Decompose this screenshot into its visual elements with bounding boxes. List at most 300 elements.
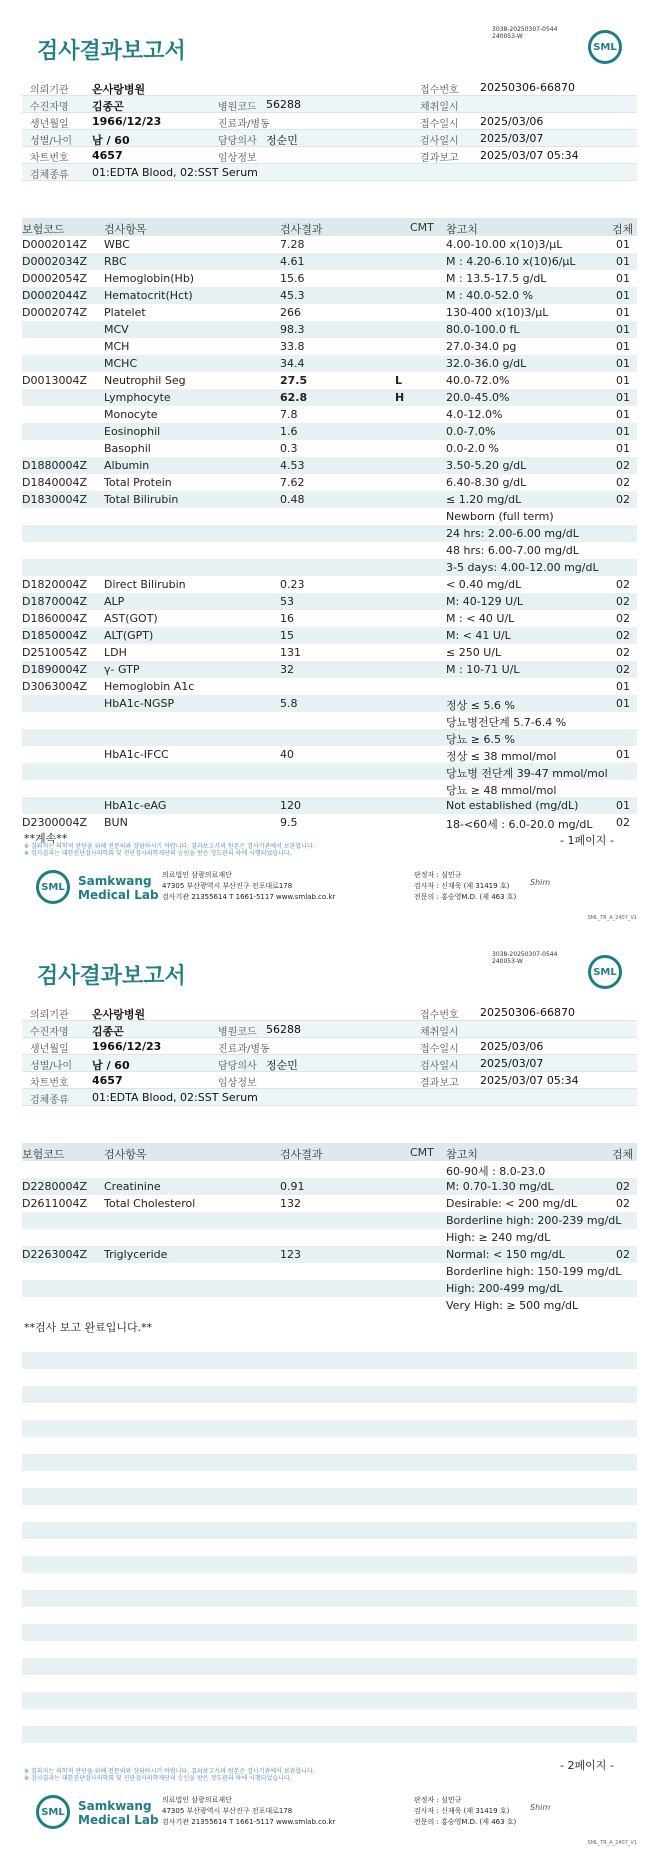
results-table-page2 [22,1161,637,1314]
header-cmt: CMT [410,221,434,234]
table-row [22,1178,637,1195]
cell-name: Hemoglobin(Hb) [104,272,195,285]
cell-name: Platelet [104,306,146,319]
cell-spec: 02 [616,476,630,489]
sex-age-value: 남 / 60 [92,1059,130,1072]
cell-result: 266 [280,306,301,319]
table-row [22,1212,637,1229]
report-complete-note: **검사 보고 완료입니다.** [24,1321,153,1334]
table-row [22,355,637,372]
info-row [22,79,637,96]
cell-spec: 02 [616,1180,630,1193]
cell-result: 123 [280,1248,301,1261]
table-row [22,661,637,678]
document-id-line2: 240053-W [492,958,523,965]
cell-ref: 3.50-5.20 g/dL [446,459,527,472]
document-id-line1: 3038-20250307-0544 [492,951,558,958]
info-row [22,1004,637,1021]
table-row [22,627,637,644]
footer-brand [78,1799,159,1827]
cell-code: D2300004Z [22,816,87,829]
receipt-date-label: 접수일시 [420,1044,459,1055]
cell-spec: 01 [616,408,630,421]
cell-ref: Not established (mg/dL) [446,799,579,812]
cell-spec: 01 [616,255,630,268]
empty-row [22,1437,637,1454]
specimen-label: 검체종류 [30,1095,69,1106]
cell-result: 4.61 [280,255,305,268]
empty-row [22,1590,637,1607]
table-row [22,593,637,610]
empty-row [22,1556,637,1573]
hospital-code-value: 56288 [266,98,301,111]
doctor-label: 담당의사 [218,1061,257,1072]
table-row [22,525,637,542]
cell-code: D1880004Z [22,459,87,472]
empty-table-rows [22,1335,637,1743]
table-row [22,780,637,797]
header-ref: 참고치 [446,223,478,236]
test-date-label: 검사일시 [420,136,459,147]
cell-spec: 01 [616,425,630,438]
cell-ref: 정상 ≤ 5.6 % [446,699,515,712]
footer-brand-line1: Samkwang [78,1799,152,1813]
info-row [22,113,637,130]
cell-name: Creatinine [104,1180,161,1193]
cell-ref: M : 4.20-6.10 x(10)6/μL [446,255,576,268]
chart-label: 차트번호 [30,1078,69,1089]
form-code: SML_TR_A_2407_V1 [587,915,637,921]
patient-info [22,79,637,181]
cell-result: 33.8 [280,340,305,353]
clinical-label: 임상정보 [218,153,257,164]
cell-code: D1890004Z [22,663,87,676]
patient-info [22,1004,637,1106]
cell-ref: M : 40.0-52.0 % [446,289,534,302]
cell-spec: 01 [616,272,630,285]
dept-label: 진료과/병동 [218,119,270,130]
footer-street: 47305 부산광역시 부산진구 전포대로178 [162,1807,293,1815]
signatory-tester: 검사자 : 신재욱 (제 31419 호) [414,882,510,890]
cell-spec: 01 [616,306,630,319]
cell-ref: 60-90세 : 8.0-23.0 [446,1165,546,1178]
table-row [22,542,637,559]
table-row [22,814,637,831]
table-row [22,644,637,661]
document-id-line1: 3038-20250307-0544 [492,26,558,33]
birth-label: 생년월일 [30,119,69,130]
report-date-label: 결과보고 [420,153,459,164]
cell-spec: 01 [616,697,630,710]
cell-code: D2263004Z [22,1248,87,1261]
cell-code: D0002044Z [22,289,87,302]
info-row [22,96,637,113]
cell-name: HbA1c-NGSP [104,697,175,710]
cell-code: D2611004Z [22,1197,87,1210]
institution-label: 의뢰기관 [30,1010,69,1021]
cell-name: Triglyceride [104,1248,168,1261]
sex-age-value: 남 / 60 [92,134,130,147]
footer-sml-logo: SML [36,870,70,904]
cell-spec: 02 [616,612,630,625]
table-row [22,338,637,355]
empty-row [22,1658,637,1675]
signatory-judge: 판정자 : 심민규 [414,1796,462,1804]
disclaimer-line1: ※ 결과지는 의학적 판단을 위해 전문의와 상담하시기 바랍니다. 결과보고서의 원본은 검사기관에서 보관합니다. [24,1768,315,1775]
cell-cmt: H [395,391,405,404]
table-row [22,508,637,525]
cell-ref: Very High: ≥ 500 mg/dL [446,1299,579,1312]
cell-ref: 18-<60세 : 6.0-20.0 mg/dL [446,818,593,831]
footer-contact: 검사기관 21355614 T 1661-5117 www.smlab.co.kr [162,893,336,901]
specimen-label: 검체종류 [30,170,69,181]
table-row [22,491,637,508]
footer-contact: 검사기관 21355614 T 1661-5117 www.smlab.co.kr [162,1818,336,1826]
cell-ref: 당뇨병전단계 5.7-6.4 % [446,716,567,729]
cell-name: AST(GOT) [104,612,158,625]
cell-name: ALT(GPT) [104,629,154,642]
cell-code: D1820004Z [22,578,87,591]
cell-spec: 01 [616,323,630,336]
empty-row [22,1522,637,1539]
cell-code: D2280004Z [22,1180,87,1193]
birth-value: 1966/12/23 [92,115,162,128]
header-result: 검사결과 [280,223,323,236]
cell-result: 0.91 [280,1180,305,1193]
disclaimer-line1: ※ 결과지는 의학적 판단을 위해 전문의와 상담하시기 바랍니다. 결과보고서의 원본은 검사기관에서 보관합니다. [24,843,315,850]
signatory-specialist: 전문의 : 홍승영M.D. (제 463 호) [414,1818,517,1826]
cell-result: 7.8 [280,408,298,421]
disclaimer-line2: ※ 검사결과는 대한진단검사의학회 및 진단검사의학재단의 승인을 받은 정도관리 하에 시행되었습니다. [24,850,292,857]
cell-result: 0.48 [280,493,305,506]
cell-ref: 40.0-72.0% [446,374,510,387]
cell-ref: Borderline high: 150-199 mg/dL [446,1265,622,1278]
cell-code: D2510054Z [22,646,87,659]
info-row [22,1055,637,1072]
cell-name: Monocyte [104,408,158,421]
cell-code: D1860004Z [22,612,87,625]
cell-ref: 0.0-7.0% [446,425,496,438]
cell-name: HbA1c-eAG [104,799,167,812]
cell-result: 131 [280,646,301,659]
chart-value: 4657 [92,149,123,162]
document-id-line2: 240053-W [492,33,523,40]
table-row [22,389,637,406]
empty-row [22,1692,637,1709]
cell-spec: 01 [616,799,630,812]
empty-row [22,1641,637,1658]
cell-ref: 32.0-36.0 g/dL [446,357,527,370]
empty-row [22,1420,637,1437]
report-date-value: 2025/03/07 05:34 [480,149,579,162]
continue-note: **계속** [24,832,68,845]
cell-spec: 02 [616,459,630,472]
doctor-label: 담당의사 [218,136,257,147]
cell-ref: ≤ 250 U/L [446,646,502,659]
sex-age-label: 성별/나이 [30,1061,73,1072]
footer-address [162,1795,335,1828]
cell-ref: 48 hrs: 6.00-7.00 mg/dL [446,544,579,557]
cell-spec: 01 [616,680,630,693]
cell-spec: 01 [616,391,630,404]
cell-result: 98.3 [280,323,305,336]
cell-name: Direct Bilirubin [104,578,186,591]
patient-label: 수진자명 [30,1027,69,1038]
disclaimer-line2: ※ 검사결과는 대한진단검사의학회 및 진단검사의학재단의 승인을 받은 정도관리 하에 시행되었습니다. [24,1775,292,1782]
footer-brand-line2: Medical Lab [78,888,159,902]
results-table-header [22,1143,637,1161]
form-code: SML_TR_A_2407_V1 [587,1840,637,1846]
cell-spec: 01 [616,442,630,455]
cell-ref: M: 0.70-1.30 mg/dL [446,1180,554,1193]
header-code: 보험코드 [22,223,65,236]
hospital-code-value: 56288 [266,1023,301,1036]
cell-result: 15 [280,629,294,642]
cell-ref: 당뇨 ≥ 48 mmol/mol [446,784,557,797]
receipt-no-label: 접수번호 [420,1010,459,1021]
cell-code: D0002034Z [22,255,87,268]
cell-spec: 02 [616,646,630,659]
cell-result: 9.5 [280,816,298,829]
empty-row [22,1369,637,1386]
footer-sml-logo: SML [36,1795,70,1829]
cell-spec: 02 [616,595,630,608]
cell-result: 27.5 [280,374,308,387]
cell-code: D0002074Z [22,306,87,319]
cell-spec: 01 [616,357,630,370]
cell-name: Hemoglobin A1c [104,680,195,693]
cell-result: 34.4 [280,357,305,370]
cell-code: D1830004Z [22,493,87,506]
receipt-date-value: 2025/03/06 [480,1040,544,1053]
handwritten-signature: Shim [530,878,551,887]
empty-row [22,1454,637,1471]
report-date-value: 2025/03/07 05:34 [480,1074,579,1087]
empty-row [22,1488,637,1505]
header-spec: 검체 [612,1148,634,1161]
cell-cmt: L [395,374,403,387]
cell-code: D0002054Z [22,272,87,285]
cell-name: Basophil [104,442,151,455]
table-row [22,1161,637,1178]
cell-spec: 02 [616,663,630,676]
table-row [22,1297,637,1314]
birth-value: 1966/12/23 [92,1040,162,1053]
receipt-no-value: 20250306-66870 [480,81,575,94]
receipt-date-value: 2025/03/06 [480,115,544,128]
report-date-label: 결과보고 [420,1078,459,1089]
info-row [22,1038,637,1055]
cell-result: 7.62 [280,476,305,489]
cell-ref: M: < 41 U/L [446,629,511,642]
cell-result: 1.6 [280,425,298,438]
table-row [22,1246,637,1263]
table-row [22,474,637,491]
report-title: 검사결과보고서 [37,39,186,64]
table-row [22,457,637,474]
cell-ref: < 0.40 mg/dL [446,578,522,591]
cell-ref: M: 40-129 U/L [446,595,524,608]
birth-label: 생년월일 [30,1044,69,1055]
cell-spec: 02 [616,816,630,829]
chart-label: 차트번호 [30,153,69,164]
patient-value: 김종곤 [92,1025,124,1038]
collect-date-label: 채취일시 [420,102,459,113]
empty-row [22,1505,637,1522]
disclaimer [24,1768,315,1782]
table-row [22,695,637,712]
empty-row [22,1352,637,1369]
cell-result: 5.8 [280,697,298,710]
cell-spec: 02 [616,1197,630,1210]
cell-result: 62.8 [280,391,308,404]
cell-name: Total Protein [104,476,172,489]
cell-ref: M : 10-71 U/L [446,663,520,676]
cell-ref: 24 hrs: 2.00-6.00 mg/dL [446,527,579,540]
header-spec: 검체 [612,223,634,236]
cell-result: 0.23 [280,578,305,591]
cell-ref: Newborn (full term) [446,510,554,523]
table-row [22,1229,637,1246]
footer-org: 의료법인 삼광의료재단 [162,871,232,879]
document-id [492,26,557,40]
report-title: 검사결과보고서 [37,964,186,989]
cell-spec: 01 [616,748,630,761]
table-row [22,372,637,389]
cell-name: Eosinophil [104,425,161,438]
header-cmt: CMT [410,1146,434,1159]
cell-ref: Desirable: < 200 mg/dL [446,1197,578,1210]
header-ref: 참고치 [446,1148,478,1161]
table-row [22,440,637,457]
institution-value: 온사랑병원 [92,1008,146,1021]
receipt-no-value: 20250306-66870 [480,1006,575,1019]
cell-name: MCHC [104,357,138,370]
sex-age-label: 성별/나이 [30,136,73,147]
footer-brand-line2: Medical Lab [78,1813,159,1827]
cell-code: D1850004Z [22,629,87,642]
table-row [22,763,637,780]
cell-spec: 02 [616,578,630,591]
cell-name: WBC [104,238,130,251]
receipt-date-label: 접수일시 [420,119,459,130]
empty-row [22,1573,637,1590]
table-row [22,712,637,729]
cell-ref: ≤ 1.20 mg/dL [446,493,522,506]
footer-brand [78,874,159,902]
empty-row [22,1624,637,1641]
cell-ref: M : 13.5-17.5 g/dL [446,272,547,285]
empty-row [22,1675,637,1692]
cell-ref: 6.40-8.30 g/dL [446,476,527,489]
institution-value: 온사랑병원 [92,83,146,96]
empty-row [22,1709,637,1726]
cell-ref: 20.0-45.0% [446,391,510,404]
header-name: 검사항목 [104,223,147,236]
cell-name: γ- GTP [104,663,140,676]
cell-spec: 01 [616,340,630,353]
empty-row [22,1386,637,1403]
hospital-code-label: 병원코드 [218,1027,257,1038]
cell-name: BUN [104,816,128,829]
cell-ref: 3-5 days: 4.00-12.00 mg/dL [446,561,599,574]
cell-code: D0013004Z [22,374,87,387]
document-id [492,951,557,965]
specimen-value: 01:EDTA Blood, 02:SST Serum [92,166,258,179]
cell-name: Total Bilirubin [104,493,179,506]
table-row [22,321,637,338]
table-row [22,610,637,627]
table-row [22,423,637,440]
clinical-label: 임상정보 [218,1078,257,1089]
sml-logo: SML [588,30,622,64]
chart-value: 4657 [92,1074,123,1087]
footer-address [162,870,335,903]
table-row [22,1280,637,1297]
cell-code: D1840004Z [22,476,87,489]
cell-name: Lymphocyte [104,391,171,404]
info-row [22,1089,637,1106]
cell-result: 120 [280,799,301,812]
cell-ref: Borderline high: 200-239 mg/dL [446,1214,622,1227]
doctor-value: 정순민 [266,134,298,147]
cell-name: MCH [104,340,130,353]
cell-ref: 130-400 x(10)3/μL [446,306,549,319]
table-row [22,576,637,593]
cell-ref: High: ≥ 240 mg/dL [446,1231,551,1244]
report-page-2 [0,925,655,1850]
info-row [22,130,637,147]
test-date-value: 2025/03/07 [480,132,544,145]
signatory-judge: 판정자 : 심민규 [414,871,462,879]
doctor-value: 정순민 [266,1059,298,1072]
table-row [22,304,637,321]
page-number: - 2페이지 - [560,1759,614,1772]
table-row [22,678,637,695]
table-row [22,559,637,576]
table-row [22,1195,637,1212]
test-date-value: 2025/03/07 [480,1057,544,1070]
results-table-header [22,218,637,236]
sml-logo: SML [588,955,622,989]
page-number: - 1페이지 - [560,834,614,847]
patient-value: 김종곤 [92,100,124,113]
cell-result: 4.53 [280,459,305,472]
disclaimer [24,843,315,857]
specimen-value: 01:EDTA Blood, 02:SST Serum [92,1091,258,1104]
cell-result: 7.28 [280,238,305,251]
footer-brand-line1: Samkwang [78,874,152,888]
table-row [22,270,637,287]
empty-row [22,1335,637,1352]
footer-signatories [414,870,516,903]
cell-ref: Normal: < 150 mg/dL [446,1248,565,1261]
table-row [22,746,637,763]
cell-spec: 02 [616,629,630,642]
signatory-specialist: 전문의 : 홍승영M.D. (제 463 호) [414,893,517,901]
info-row [22,164,637,181]
table-row [22,406,637,423]
cell-result: 132 [280,1197,301,1210]
empty-row [22,1726,637,1743]
cell-code: D3063004Z [22,680,87,693]
cell-spec: 01 [616,289,630,302]
cell-result: 45.3 [280,289,305,302]
cell-name: HbA1c-IFCC [104,748,169,761]
empty-row [22,1539,637,1556]
header-code: 보험코드 [22,1148,65,1161]
cell-result: 16 [280,612,294,625]
